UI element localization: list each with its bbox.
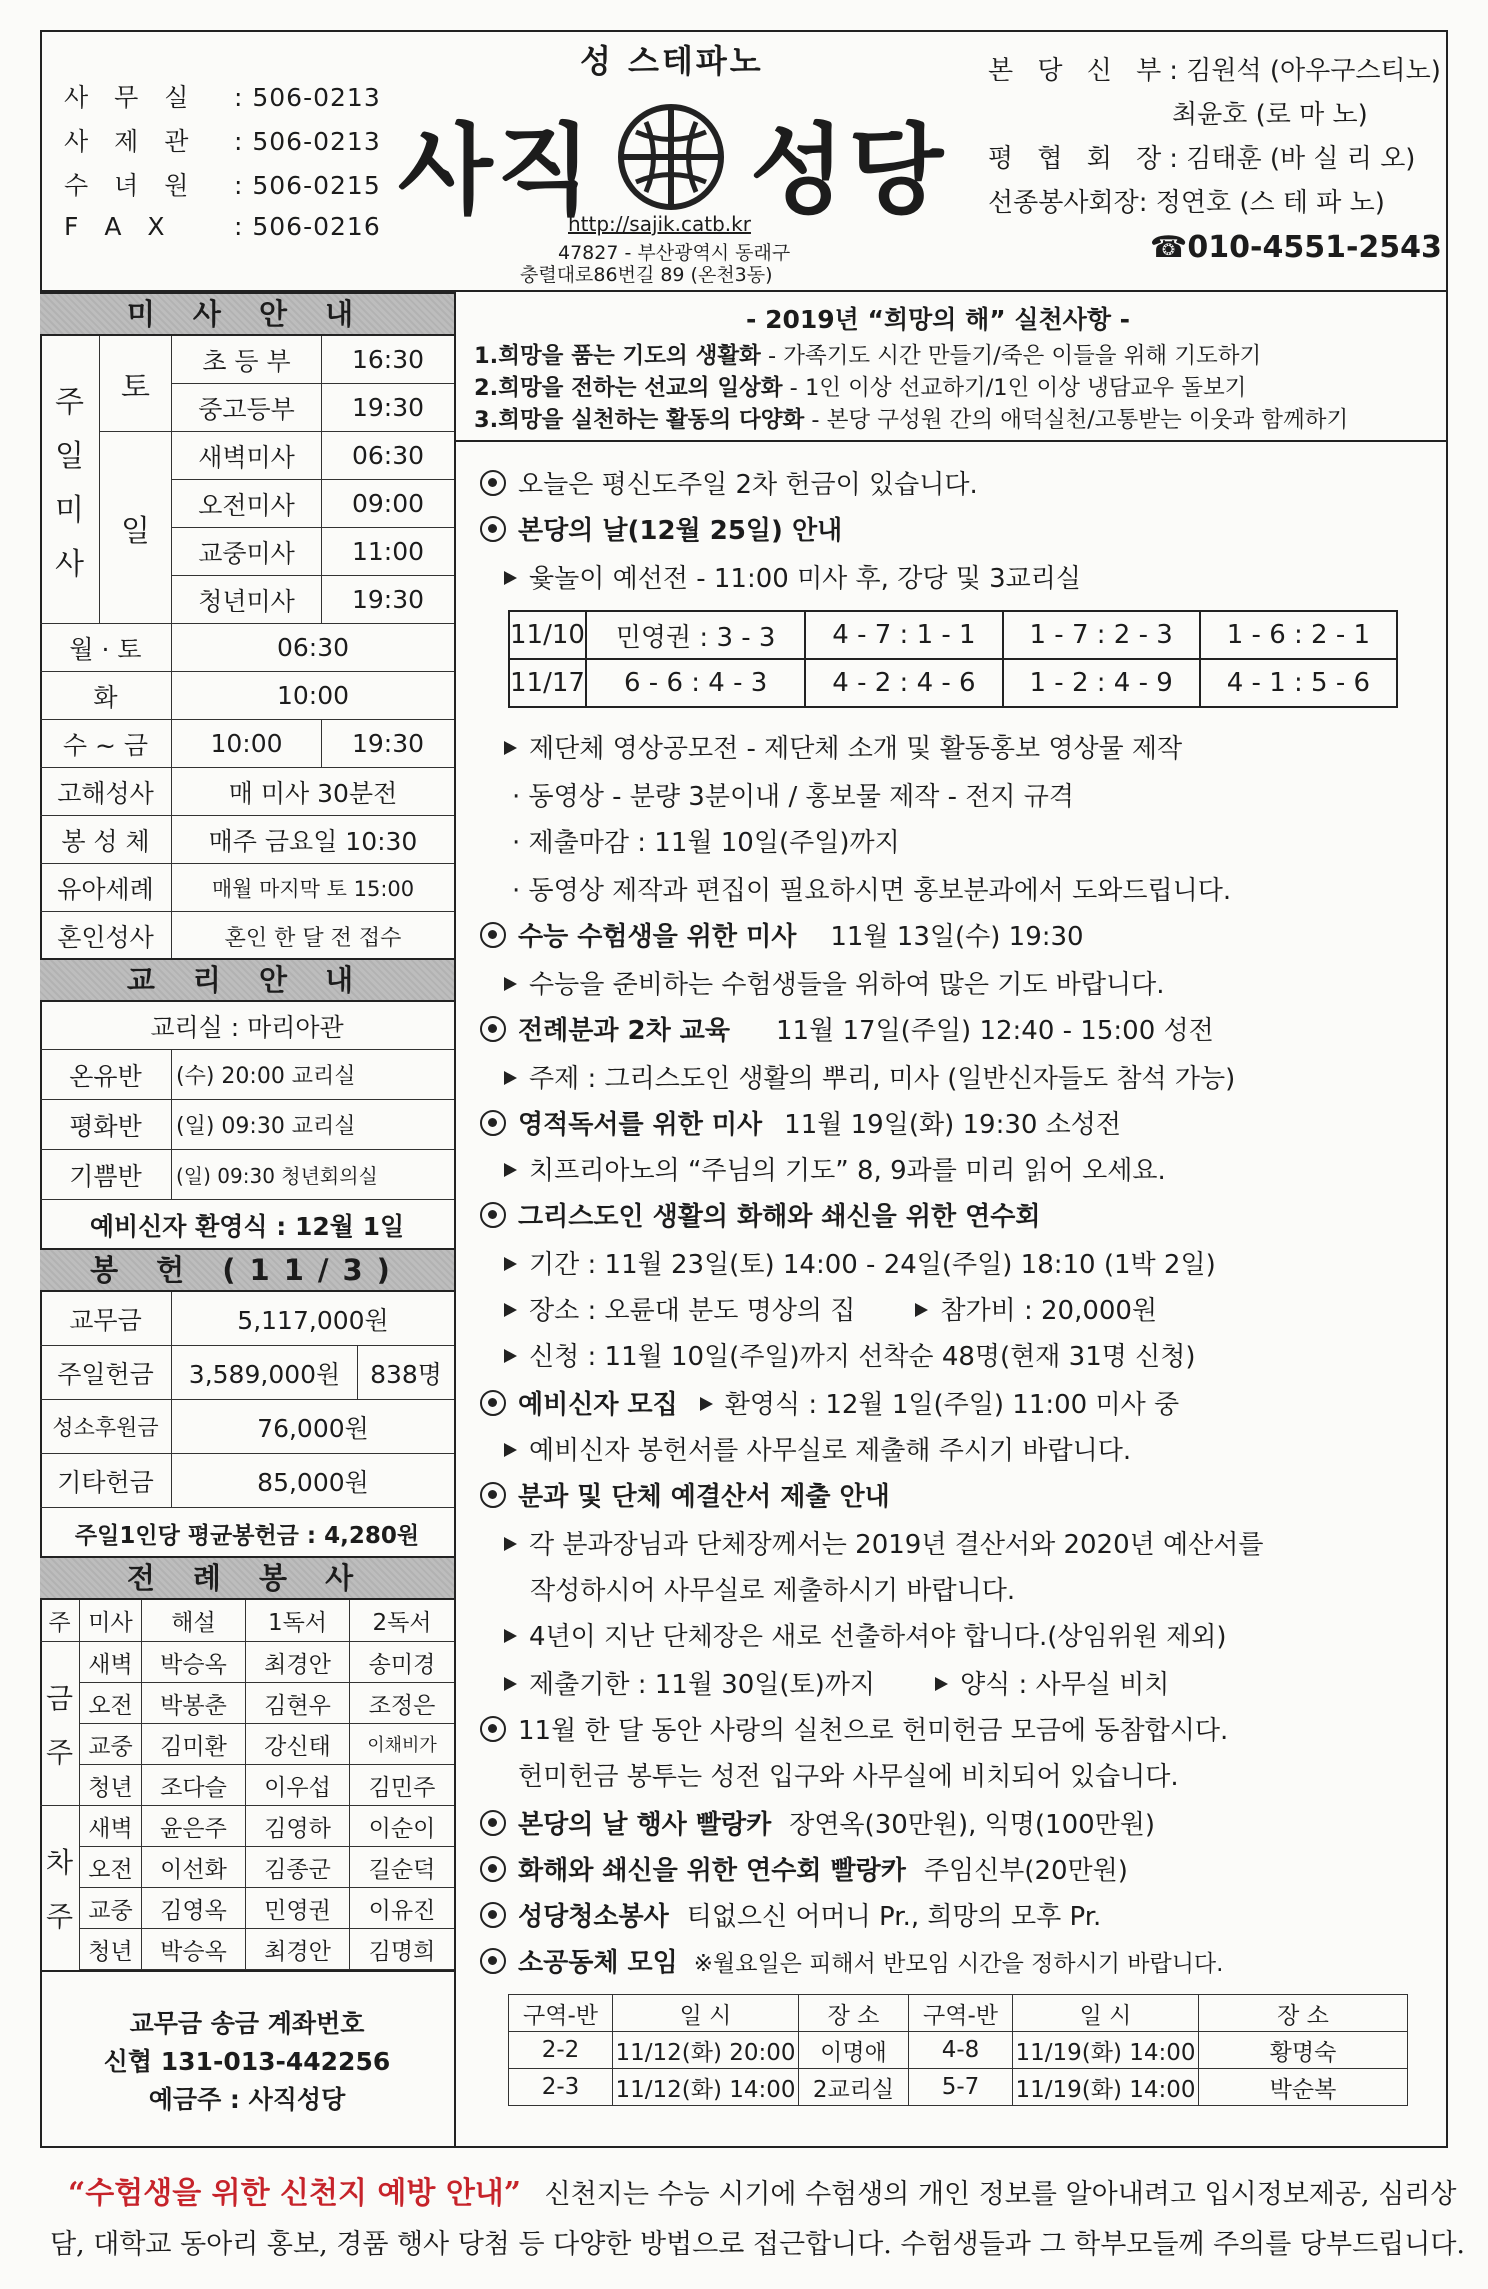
notice-subitem: 윷놀이 예선전 - 11:00 미사 후, 강당 및 3교리실 [504, 558, 1081, 595]
notice-item: 오늘은 평신도주일 2차 헌금이 있습니다. [480, 464, 978, 501]
offering-title: 봉 헌 (11/3) [40, 1248, 454, 1292]
pastor: 본 당 신 부: 김원석 (아우구스티노) [988, 56, 1441, 86]
notice-detail: · 제출마감 : 11월 10일(주일)까지 [512, 828, 900, 858]
notice-subitem: 장소 : 오륜대 분도 명상의 집 참가비 : 20,000원 [504, 1290, 1157, 1327]
notice-item: 11월 한 달 동안 사랑의 실천으로 헌미헌금 모금에 동참합시다. [480, 1710, 1228, 1747]
liturgy-row: 새벽 윤은주 김영하 이순이 [80, 1806, 454, 1847]
offering-row: 교무금 5,117,000원 [40, 1292, 454, 1346]
notice-subitem: 각 분과장님과 단체장께서는 2019년 결산서와 2020년 예산서를 [504, 1524, 1263, 1561]
mass-row: 초 등 부 16:30 [172, 336, 454, 384]
notice-item: 본당의 날(12월 25일) 안내 [480, 510, 842, 547]
yut-game-table [508, 610, 1398, 708]
account-title: 교무금 송금 계좌번호 [129, 2009, 365, 2038]
liturgy-row: 오전 박봉춘 김현우 조정은 [80, 1683, 454, 1724]
notice-item: 전례분과 2차 교육 11월 17일(주일) 12:40 - 15:00 성전 [480, 1010, 1214, 1047]
bullet-icon [480, 1902, 506, 1928]
notice-detail: · 동영상 제작과 편집이 필요하시면 홍보분과에서 도와드립니다. [512, 876, 1232, 906]
liturgy-group-label: 금 주 [40, 1642, 80, 1806]
weekday-mass-row: 화 10:00 [40, 672, 454, 720]
arrow-icon [504, 1677, 517, 1691]
church-name-part2: 성당 [750, 114, 948, 228]
notice-subitem: 기간 : 11월 23일(토) 14:00 - 24일(주일) 18:10 (1박 2일) [504, 1244, 1216, 1281]
mass-row: 청년미사 19:30 [172, 576, 454, 624]
sacrament-row: 고해성사 매 미사 30분전 [40, 768, 454, 816]
arrow-icon [504, 1257, 517, 1271]
offering-average: 주일1인당 평균봉헌금 : 4,280원 [74, 1522, 420, 1549]
fax-number: F A X : 506-0216 [64, 212, 381, 241]
arrow-icon [504, 1537, 517, 1551]
church-name-part1: 사직 [398, 114, 596, 228]
arrow-icon [504, 1349, 517, 1363]
catechumen-welcome: 예비신자 환영식 : 12월 1일 [89, 1212, 405, 1241]
church-address-line2: 충렬대로86번길 89 (온천3동) [520, 264, 773, 286]
notice-subitem: 4년이 지난 단체장은 새로 선출하셔야 합니다.(상임위원 제외) [504, 1616, 1226, 1653]
rectory-phone: 사 제 관 : 506-0213 [64, 127, 381, 156]
table-row: 2-3 11/12(화) 14:00 2교리실 5-7 11/19(화) 14:00 박순복 [509, 2069, 1408, 2106]
notice-item: 성당청소봉사 티없으신 어머니 Pr., 희망의 모후 Pr. [480, 1896, 1101, 1933]
right-column [456, 292, 1448, 2148]
convent-phone: 수 녀 원 : 506-0215 [64, 171, 381, 200]
weekday-mass-row: 월 · 토 06:30 [40, 624, 454, 672]
bullet-icon [480, 1856, 506, 1882]
sacrament-row: 유아세례 매월 마지막 토 15:00 [40, 864, 454, 912]
catechism-room: 교리실 : 마리아관 [40, 1002, 454, 1050]
praxis-item: 3.희망을 실천하는 활동의 다양화 - 본당 구성원 간의 애덕실천/고통받는 이웃과 함께하기 [474, 407, 1349, 433]
saturday-label: 토 [100, 336, 172, 432]
sunday-label: 일 [100, 432, 172, 624]
liturgy-header-row: 주 미사 해설 1독서 2독서 [40, 1600, 454, 1642]
notice-subitem: 신청 : 11월 10일(주일)까지 선착순 48명(현재 31명 신청) [504, 1336, 1196, 1373]
arrow-icon [935, 1677, 948, 1691]
notice-item: 분과 및 단체 예결산서 제출 안내 [480, 1476, 890, 1513]
notice-item: 화해와 쇄신을 위한 연수회 빨랑카 주임신부(20만원) [480, 1850, 1128, 1887]
council-president: 평 협 회 장: 김태훈 (바 실 리 오) [988, 144, 1416, 174]
mass-row: 오전미사 09:00 [172, 480, 454, 528]
notice-detail: 헌미헌금 봉투는 성전 입구와 사무실에 비치되어 있습니다. [518, 1762, 1179, 1792]
liturgy-row: 새벽 박승옥 최경안 송미경 [80, 1642, 454, 1683]
arrow-icon [504, 571, 517, 585]
mass-row: 교중미사 11:00 [172, 528, 454, 576]
liturgy-title: 전 례 봉 사 [40, 1556, 454, 1600]
church-logo-icon [616, 102, 726, 212]
small-community-table [508, 1994, 1408, 2106]
bullet-icon [480, 1016, 506, 1042]
weekday-mass-row: 수 ~ 금 10:00 19:30 [40, 720, 454, 768]
account-number: 신협 131-013-442256 [103, 2047, 391, 2076]
offering-row: 성소후원금 76,000원 [40, 1400, 454, 1454]
praxis-item: 1.희망을 품는 기도의 생활화 - 가족기도 시간 만들기/죽은 이들을 위해 기도하기 [474, 343, 1262, 369]
liturgy-row: 교중 김영옥 민영권 이유진 [80, 1888, 454, 1929]
table-row: 11/17 6 - 6 : 4 - 3 4 - 2 : 4 - 6 1 - 2 : 4 - 9 4 - 1 : 5 - 6 [509, 659, 1397, 707]
notice-detail: · 동영상 - 분량 3분이내 / 홍보물 제작 - 전지 규격 [512, 782, 1074, 812]
bullet-icon [480, 516, 506, 542]
assistant-priest: 최윤호 (로 마 노) [1172, 100, 1368, 130]
catechism-class-row: 평화반 (일) 09:30 교리실 [40, 1100, 454, 1150]
sunday-mass-label: 주 일 미 사 [40, 336, 100, 624]
notice-subitem: 치프리아노의 “주님의 기도” 8, 9과를 미리 읽어 오세요. [504, 1150, 1166, 1187]
arrow-icon [700, 1397, 713, 1411]
arrow-icon [504, 977, 517, 991]
footer-headline: “수험생을 위한 신천지 예방 안내” [68, 2176, 522, 2211]
arrow-icon [504, 1443, 517, 1457]
church-patron: 성 스테파노 [580, 42, 764, 80]
notice-item: 수능 수험생을 위한 미사 11월 13일(수) 19:30 [480, 916, 1084, 953]
bullet-icon [480, 1202, 506, 1228]
footer-line1: “수험생을 위한 신천지 예방 안내” 신천지는 수능 시기에 수험생의 개인 정보를 알아내려고 입시정보제공, 심리상 [68, 2176, 1457, 2211]
notice-subitem: 제출기한 : 11월 30일(토)까지 양식 : 사무실 비치 [504, 1664, 1169, 1701]
bullet-icon [480, 1110, 506, 1136]
offering-row: 기타헌금 85,000원 [40, 1454, 454, 1508]
arrow-icon [504, 1163, 517, 1177]
mass-title: 미 사 안 내 [40, 292, 454, 336]
church-website-link[interactable]: http://sajik.catb.kr [568, 212, 751, 236]
notice-subitem: 수능을 준비하는 수험생들을 위하여 많은 기도 바랍니다. [504, 964, 1165, 1001]
table-row: 구역-반 일 시 장 소 구역-반 일 시 장 소 [509, 1995, 1408, 2032]
mass-row: 중고등부 19:30 [172, 384, 454, 432]
bullet-icon [480, 470, 506, 496]
arrow-icon [504, 1303, 517, 1317]
praxis-item: 2.희망을 전하는 선교의 일상화 - 1인 이상 선교하기/1인 이상 냉담교우 돌보기 [474, 375, 1247, 401]
office-phone: 사 무 실 : 506-0213 [64, 83, 381, 112]
bullet-icon [480, 1716, 506, 1742]
sacrament-row: 혼인성사 혼인 한 달 전 접수 [40, 912, 454, 960]
notice-item: 소공동체 모임 ※월요일은 피해서 반모임 시간을 정하시기 바랍니다. [480, 1942, 1223, 1979]
praxis-title: - 2019년 “희망의 해” 실천사항 - [746, 305, 1131, 334]
liturgy-row: 오전 이선화 김종군 길순덕 [80, 1847, 454, 1888]
bullet-icon [480, 1482, 506, 1508]
liturgy-row: 청년 박승옥 최경안 김명희 [80, 1929, 454, 1970]
arrow-icon [915, 1303, 928, 1317]
catechism-title: 교 리 안 내 [40, 958, 454, 1002]
bullet-icon [480, 1948, 506, 1974]
bullet-icon [480, 1390, 506, 1416]
bullet-icon [480, 1810, 506, 1836]
notice-detail: 작성하시어 사무실로 제출하시기 바랍니다. [530, 1576, 1016, 1606]
notice-item: 예비신자 모집 환영식 : 12월 1일(주일) 11:00 미사 중 [480, 1384, 1179, 1421]
mass-row: 새벽미사 06:30 [172, 432, 454, 480]
footer-line2: 담, 대학교 동아리 홍보, 경품 행사 당첨 등 다양한 방법으로 접근합니다. 수험생들과 그 학부모들께 주의를 당부드립니다. [50, 2229, 1466, 2260]
table-row: 2-2 11/12(화) 20:00 이명애 4-8 11/19(화) 14:00 황명숙 [509, 2032, 1408, 2069]
notice-item: 본당의 날 행사 빨랑카 장연옥(30만원), 익명(100만원) [480, 1804, 1155, 1841]
liturgy-group-label: 차 주 [40, 1806, 80, 1970]
arrow-icon [504, 741, 517, 755]
arrow-icon [504, 1629, 517, 1643]
catechism-class-row: 온유반 (수) 20:00 교리실 [40, 1050, 454, 1100]
notice-subitem: 주제 : 그리스도인 생활의 뿌리, 미사 (일반신자들도 참석 가능) [504, 1058, 1235, 1095]
liturgy-row: 교중 김미환 강신태 이채비가 [80, 1724, 454, 1765]
offering-row: 주일헌금 3,589,000원 838명 [40, 1346, 454, 1400]
bullet-icon [480, 922, 506, 948]
sacrament-row: 봉 성 체 매주 금요일 10:30 [40, 816, 454, 864]
table-row: 11/10 민영권 : 3 - 3 4 - 7 : 1 - 1 1 - 7 : 2 - 3 1 - 6 : 2 - 1 [509, 611, 1397, 659]
church-address-line1: 47827 - 부산광역시 동래구 [558, 242, 791, 264]
notice-item: 영적독서를 위한 미사 11월 19일(화) 19:30 소성전 [480, 1104, 1121, 1141]
notice-subitem: 예비신자 봉헌서를 사무실로 제출해 주시기 바랍니다. [504, 1430, 1131, 1467]
catechism-class-row: 기쁨반 (일) 09:30 청년회의실 [40, 1150, 454, 1200]
account-holder: 예금주 : 사직성당 [148, 2085, 346, 2114]
arrow-icon [504, 1071, 517, 1085]
liturgy-row: 청년 조다슬 이우섭 김민주 [80, 1765, 454, 1806]
header [40, 30, 1448, 292]
notice-subitem: 제단체 영상공모전 - 제단체 소개 및 활동홍보 영상물 제작 [504, 728, 1182, 765]
funeral-service-head: 선종봉사회장: 정연호 (스 테 파 노) [988, 188, 1385, 218]
notice-item: 그리스도인 생활의 화해와 쇄신을 위한 연수회 [480, 1196, 1040, 1233]
left-column [40, 292, 456, 2148]
contact-phone: ☎010-4551-2543 [1150, 230, 1442, 265]
